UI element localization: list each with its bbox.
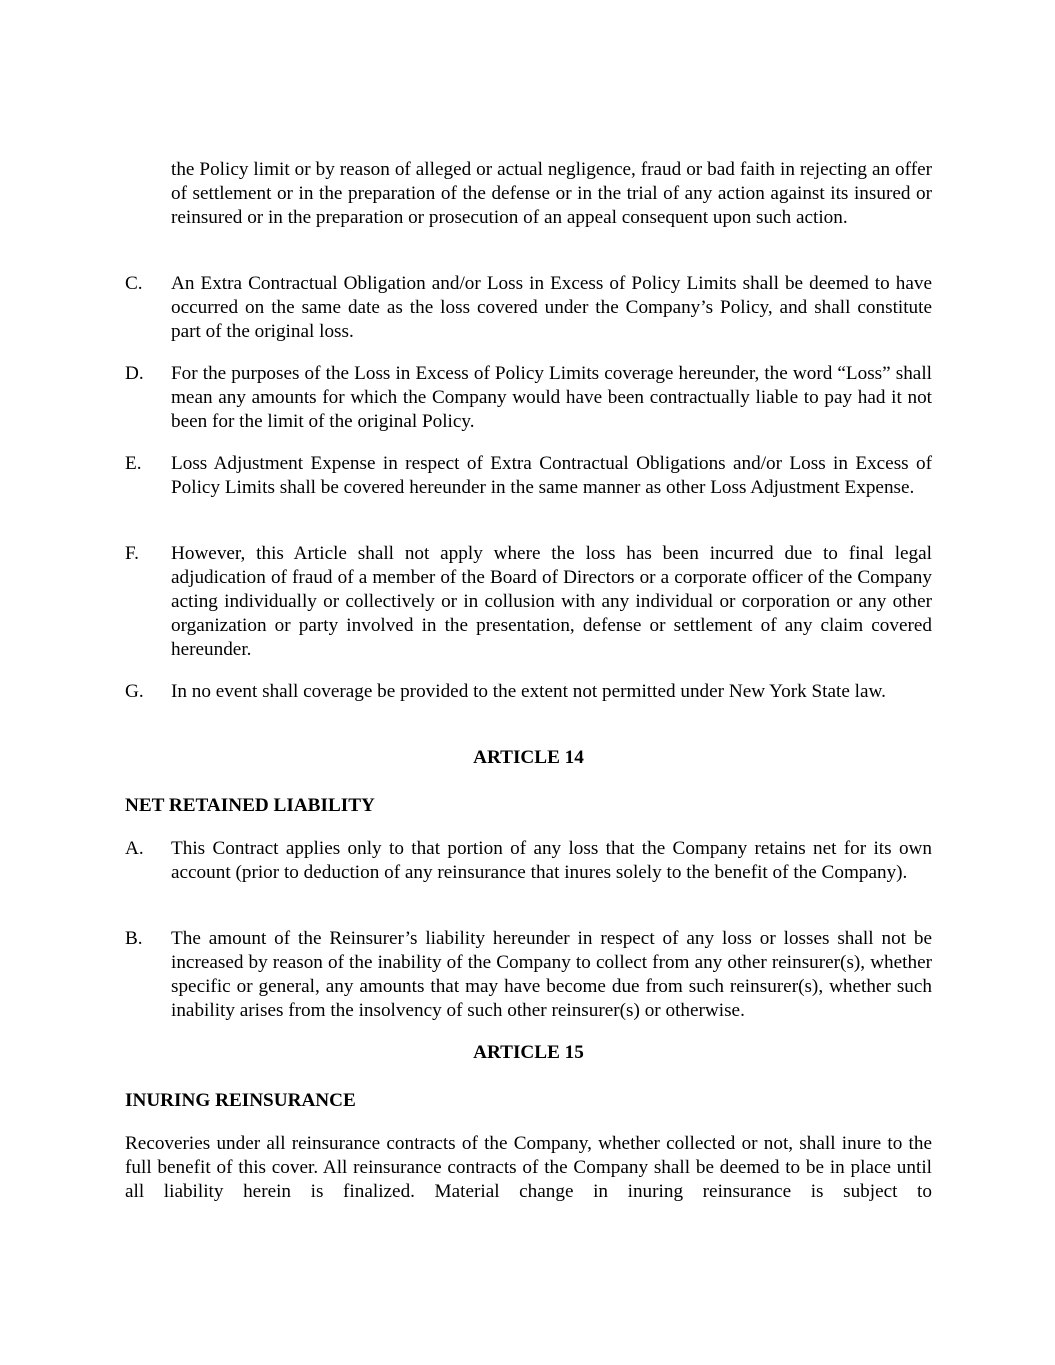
item-letter: E. [125,453,142,474]
item-letter: D. [125,363,144,384]
item-letter: G. [125,681,144,702]
item-text: In no event shall coverage be provided to the extent not permitted under New York State law. [171,681,886,702]
item-text: Loss Adjustment Expense in respect of Extra Contractual Obligations and/or Loss in Excess of Policy Limits shall be covered hereunder in the same manner as other Loss Adjustment Expense. [171,453,932,498]
item-letter: B. [125,928,143,949]
item-text: An Extra Contractual Obligation and/or Loss in Excess of Policy Limits shall be deemed to have occurred on the same date as the loss covered under the Company’s Policy, and shall constitute part of the original loss. [171,273,932,342]
item-letter: C. [125,273,143,294]
article-14-title: NET RETAINED LIABILITY [125,795,375,816]
article-15-paragraph: Recoveries under all reinsurance contracts of the Company, whether collected or not, shall inure to the full benefit of this cover. All reinsurance contracts of the Company shall be deemed to be in place until all liability herein is finalized. Material change in inuring reinsurance is subject to [125,1133,932,1202]
continuation-paragraph: the Policy limit or by reason of alleged or actual negligence, fraud or bad faith in rejecting an offer of settlement or in the preparation of the defense or in the trial of any action against its insured or reinsured or in the preparation or prosecution of an appeal consequent upon such action. [171,159,932,228]
item-text: This Contract applies only to that portion of any loss that the Company retains net for its own account (prior to deduction of any reinsurance that inures solely to the benefit of the Company). [171,838,932,883]
article-14-heading: ARTICLE 14 [473,747,584,768]
item-letter: F. [125,543,139,564]
item-text: The amount of the Reinsurer’s liability hereunder in respect of any loss or losses shall not be increased by reason of the inability of the Company to collect from any other reinsurer(s), whether specific or general, any amounts that may have become due from such reinsurer(s), whether such inability arises from the insolvency of such other reinsurer(s) or otherwise. [171,928,932,1021]
item-text: For the purposes of the Loss in Excess of Policy Limits coverage hereunder, the word “Loss” shall mean any amounts for which the Company would have been contractually liable to pay had it not been for the limit of the original Policy. [171,363,932,432]
article-15-title: INURING REINSURANCE [125,1090,356,1111]
article-15-heading: ARTICLE 15 [473,1042,584,1063]
item-text: However, this Article shall not apply where the loss has been incurred due to final legal adjudication of fraud of a member of the Board of Directors or a corporate officer of the Company acting individually or collectively or in collusion with any individual or corporation or any other organization or party involved in the presentation, defense or settlement of any claim covered hereunder. [171,543,932,660]
item-letter: A. [125,838,144,859]
